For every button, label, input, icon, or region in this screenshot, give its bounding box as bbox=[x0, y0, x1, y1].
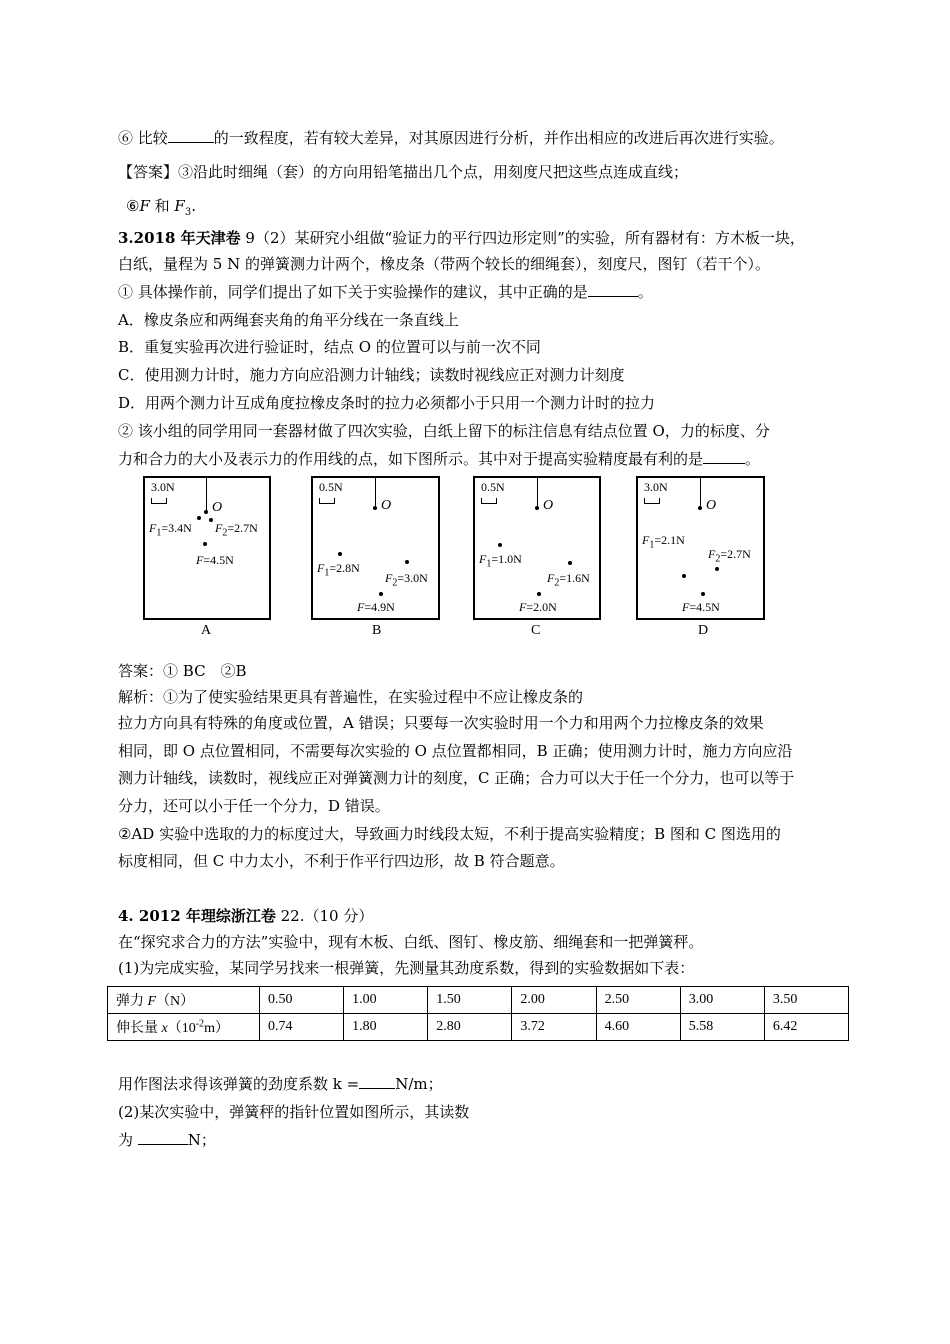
table-row bbox=[108, 1014, 849, 1041]
text: 白纸，量程为 5 N 的弹簧测力计两个，橡皮条（带两个较长的细绳套），刻度尺，图钉（若干个）。 bbox=[118, 255, 770, 273]
text: . bbox=[191, 197, 196, 215]
text: 用作图法求得该弹簧的劲度系数 k = bbox=[118, 1075, 360, 1093]
point-o bbox=[698, 506, 702, 510]
text: F bbox=[385, 571, 393, 585]
f1-label bbox=[317, 561, 360, 580]
point-f1 bbox=[498, 543, 502, 547]
table-cell: 0.74 bbox=[260, 1014, 344, 1041]
f2-label bbox=[215, 521, 258, 540]
text: =2.0N bbox=[526, 600, 557, 614]
text: F bbox=[357, 600, 365, 614]
o-label: O bbox=[706, 498, 717, 513]
text: F bbox=[519, 600, 527, 614]
text: 为 bbox=[118, 1131, 138, 1149]
f-label bbox=[196, 553, 234, 567]
text: 。 bbox=[745, 450, 761, 468]
table-cell: 3.72 bbox=[512, 1014, 596, 1041]
text: 2 bbox=[222, 527, 228, 539]
text: 22.（10 分） bbox=[275, 907, 374, 925]
table-row bbox=[108, 987, 849, 1014]
scale-mark bbox=[481, 498, 497, 504]
text: F bbox=[708, 547, 716, 561]
text: 答案：① BC ②B bbox=[118, 662, 247, 680]
row-header bbox=[108, 1014, 260, 1041]
line-compare bbox=[118, 128, 784, 148]
figure-label: D bbox=[698, 623, 709, 638]
text: C．使用测力计时，施力方向应沿测力计轴线；读数时视线应正对测力计刻度 bbox=[118, 366, 625, 384]
f1-label bbox=[149, 521, 192, 540]
q3-line bbox=[118, 254, 770, 274]
point-f bbox=[537, 592, 541, 596]
text: 力和合力的大小及表示力的作用线的点，如下图所示。其中对于提高实验精度最有利的是 bbox=[118, 450, 704, 468]
f2-label bbox=[547, 571, 590, 590]
point-f bbox=[379, 592, 383, 596]
figure-d bbox=[636, 476, 765, 620]
blank bbox=[703, 449, 745, 464]
explanation bbox=[118, 796, 390, 816]
text: 标度相同，但 C 中力太小，不利于作平行四边形，故 B 符合题意。 bbox=[118, 852, 565, 870]
o-label: O bbox=[381, 498, 392, 513]
string-line bbox=[700, 478, 701, 507]
scale-label: 3.0N bbox=[644, 480, 668, 494]
explanation bbox=[118, 851, 565, 871]
point-f2 bbox=[568, 561, 572, 565]
text: =1.0N bbox=[491, 552, 522, 566]
blank bbox=[168, 128, 214, 143]
text: 在“探究求合力的方法”实验中，现有木板、白纸、图钉、橡皮筋、细绳套和一把弹簧秤。 bbox=[118, 933, 704, 951]
text: =1.6N bbox=[559, 571, 590, 585]
text: =2.8N bbox=[329, 561, 360, 575]
text: m） bbox=[204, 1021, 229, 1036]
blank bbox=[588, 282, 638, 297]
string-line bbox=[375, 478, 376, 507]
text: F bbox=[479, 552, 487, 566]
scale-mark bbox=[644, 498, 660, 504]
q4-line bbox=[118, 932, 703, 952]
table-cell: 3.50 bbox=[764, 987, 848, 1014]
point-f1 bbox=[338, 552, 342, 556]
f-label bbox=[682, 600, 720, 614]
option-b bbox=[118, 337, 541, 357]
point-f bbox=[701, 592, 705, 596]
answer-line bbox=[118, 162, 688, 182]
text: F bbox=[642, 533, 650, 547]
q4-line bbox=[118, 958, 694, 978]
point-f1 bbox=[197, 516, 201, 520]
text: F bbox=[547, 571, 555, 585]
text: 1 bbox=[324, 567, 330, 579]
scale-label: 3.0N bbox=[151, 480, 175, 494]
text: =4.9N bbox=[364, 600, 395, 614]
text: 3 bbox=[184, 207, 192, 218]
q4-title bbox=[118, 906, 373, 926]
text: 弹力 bbox=[116, 994, 148, 1009]
explanation bbox=[118, 768, 794, 788]
q3-line bbox=[118, 449, 760, 469]
point-o bbox=[373, 506, 377, 510]
table-cell: 2.00 bbox=[512, 987, 596, 1014]
f-label bbox=[357, 600, 395, 614]
table-cell: 6.42 bbox=[764, 1014, 848, 1041]
f2-label bbox=[385, 571, 428, 590]
explanation bbox=[118, 687, 583, 707]
text: 9（2）某研究小组做“验证力的平行四边形定则”的实验，所有器材有：方木板一块， bbox=[240, 229, 805, 247]
text: x bbox=[161, 1021, 168, 1036]
figure-b bbox=[311, 476, 440, 620]
point-f2 bbox=[405, 560, 409, 564]
q3-line bbox=[118, 421, 770, 441]
text: 1 bbox=[156, 527, 162, 539]
text: （N） bbox=[156, 994, 195, 1009]
text: F bbox=[139, 197, 150, 215]
table-cell: 0.50 bbox=[260, 987, 344, 1014]
point-f2 bbox=[715, 567, 719, 571]
scale-mark bbox=[319, 498, 335, 504]
explanation bbox=[118, 713, 764, 733]
figure-c bbox=[473, 476, 601, 620]
text: D．用两个测力计互成角度拉橡皮条时的拉力必须都小于只用一个测力计时的拉力 bbox=[118, 394, 656, 412]
text: =2.1N bbox=[654, 533, 685, 547]
text: F bbox=[174, 197, 185, 215]
text: 的一致程度，若有较大差异，对其原因进行分析，并作出相应的改进后再次进行实验。 bbox=[213, 129, 784, 147]
text: 2 bbox=[392, 577, 398, 589]
table-cell: 5.58 bbox=[680, 1014, 764, 1041]
table-cell: 3.00 bbox=[680, 987, 764, 1014]
text: 拉力方向具有特殊的角度或位置，A 错误；只要每一次实验时用一个力和用两个力拉橡皮条的效果 bbox=[118, 714, 764, 732]
text: 伸长量 bbox=[116, 1021, 162, 1036]
figure-label: C bbox=[531, 623, 541, 638]
text: F bbox=[215, 521, 223, 535]
text: =2.7N bbox=[720, 547, 751, 561]
f2-label bbox=[708, 547, 751, 566]
text: F bbox=[317, 561, 325, 575]
text: 和 bbox=[149, 197, 175, 215]
figure-label: B bbox=[372, 623, 382, 638]
text: =2.7N bbox=[227, 521, 258, 535]
blank bbox=[138, 1130, 188, 1145]
string-line bbox=[206, 478, 207, 511]
answer bbox=[118, 661, 247, 681]
point-f2 bbox=[209, 518, 213, 522]
text: （10 bbox=[167, 1021, 196, 1036]
q4-line bbox=[118, 1102, 469, 1122]
q4-line bbox=[118, 1074, 443, 1094]
text: ②AD 实验中选取的力的标度过大，导致画力时线段太短，不利于提高实验精度；B 图和 C 图选用的 bbox=[118, 825, 781, 843]
scale-label: 0.5N bbox=[319, 480, 343, 494]
explanation bbox=[118, 824, 781, 844]
text: ② 该小组的同学用同一套器材做了四次实验，白纸上留下的标注信息有结点位置 O，力的标度、分 bbox=[118, 422, 770, 440]
row-header bbox=[108, 987, 260, 1014]
option-c bbox=[118, 365, 624, 385]
point-f1 bbox=[682, 574, 686, 578]
text: F bbox=[196, 553, 204, 567]
text: ① 具体操作前，同学们提出了如下关于实验操作的建议，其中正确的是 bbox=[118, 283, 588, 301]
text: =3.4N bbox=[161, 521, 192, 535]
text: 分力，还可以小于任一个分力，D 错误。 bbox=[118, 797, 390, 815]
text: 1 bbox=[486, 558, 492, 570]
text: (1)为完成实验，某同学另找来一根弹簧，先测量其劲度系数，得到的实验数据如下表： bbox=[118, 959, 695, 977]
text: ⑥ bbox=[126, 197, 140, 215]
text: =4.5N bbox=[203, 553, 234, 567]
text: N/m； bbox=[395, 1075, 443, 1093]
q3-line bbox=[118, 282, 653, 302]
spring-data-table bbox=[107, 986, 849, 1041]
point-f bbox=[203, 542, 207, 546]
text: F bbox=[149, 521, 157, 535]
text: F bbox=[147, 994, 157, 1009]
text: 测力计轴线，读数时，视线应正对弹簧测力计的刻度，C 正确；合力可以大于任一个分力，也可以等于 bbox=[118, 769, 795, 787]
f-label bbox=[519, 600, 557, 614]
text: B．重复实验再次进行验证时，结点 O 的位置可以与前一次不同 bbox=[118, 338, 541, 356]
q3-title bbox=[118, 228, 805, 248]
scale-mark bbox=[151, 498, 167, 504]
q4-line bbox=[118, 1130, 216, 1150]
text: ⑥ 比较 bbox=[118, 129, 168, 147]
scale-label: 0.5N bbox=[481, 480, 505, 494]
table-cell: 1.80 bbox=[344, 1014, 428, 1041]
point-o bbox=[535, 506, 539, 510]
text: 2 bbox=[554, 577, 560, 589]
explanation bbox=[118, 741, 792, 761]
text: 。 bbox=[637, 283, 653, 301]
text: F bbox=[682, 600, 690, 614]
f1-label bbox=[479, 552, 522, 571]
figure-label: A bbox=[201, 623, 212, 638]
text: =3.0N bbox=[397, 571, 428, 585]
figure-a bbox=[143, 476, 271, 620]
text: 解析：①为了使实验结果更具有普遍性，在实验过程中不应让橡皮条的 bbox=[118, 688, 584, 706]
table-cell: 4.60 bbox=[596, 1014, 680, 1041]
o-label: O bbox=[543, 498, 554, 513]
text: -2 bbox=[195, 1018, 205, 1030]
text: 【答案】③沿此时细绳（套）的方向用铅笔描出几个点，用刻度尺把这些点连成直线； bbox=[118, 163, 689, 181]
text: A．橡皮条应和两绳套夹角的角平分线在一条直线上 bbox=[118, 311, 459, 329]
text: =4.5N bbox=[689, 600, 720, 614]
option-d bbox=[118, 393, 655, 413]
text: (2)某次实验中，弹簧秤的指针位置如图所示，其读数 bbox=[118, 1103, 470, 1121]
blank bbox=[359, 1074, 395, 1089]
answer-line-6 bbox=[126, 196, 196, 223]
table-cell: 2.50 bbox=[596, 987, 680, 1014]
text: N； bbox=[187, 1131, 216, 1149]
text: 1 bbox=[649, 539, 655, 551]
text: 相同，即 O 点位置相同，不需要每次实验的 O 点位置都相同，B 正确；使用测力计时，施力方向应沿 bbox=[118, 742, 793, 760]
o-label: O bbox=[212, 500, 223, 515]
f1-label bbox=[642, 533, 685, 552]
option-a bbox=[118, 310, 459, 330]
table-cell: 2.80 bbox=[428, 1014, 512, 1041]
point-o bbox=[204, 510, 208, 514]
text: 2 bbox=[715, 553, 721, 565]
string-line bbox=[537, 478, 538, 507]
question-source: 3.2018 年天津卷 bbox=[118, 229, 241, 247]
table-cell: 1.00 bbox=[344, 987, 428, 1014]
question-source: 4. 2012 年理综浙江卷 bbox=[118, 907, 276, 925]
table-cell: 1.50 bbox=[428, 987, 512, 1014]
